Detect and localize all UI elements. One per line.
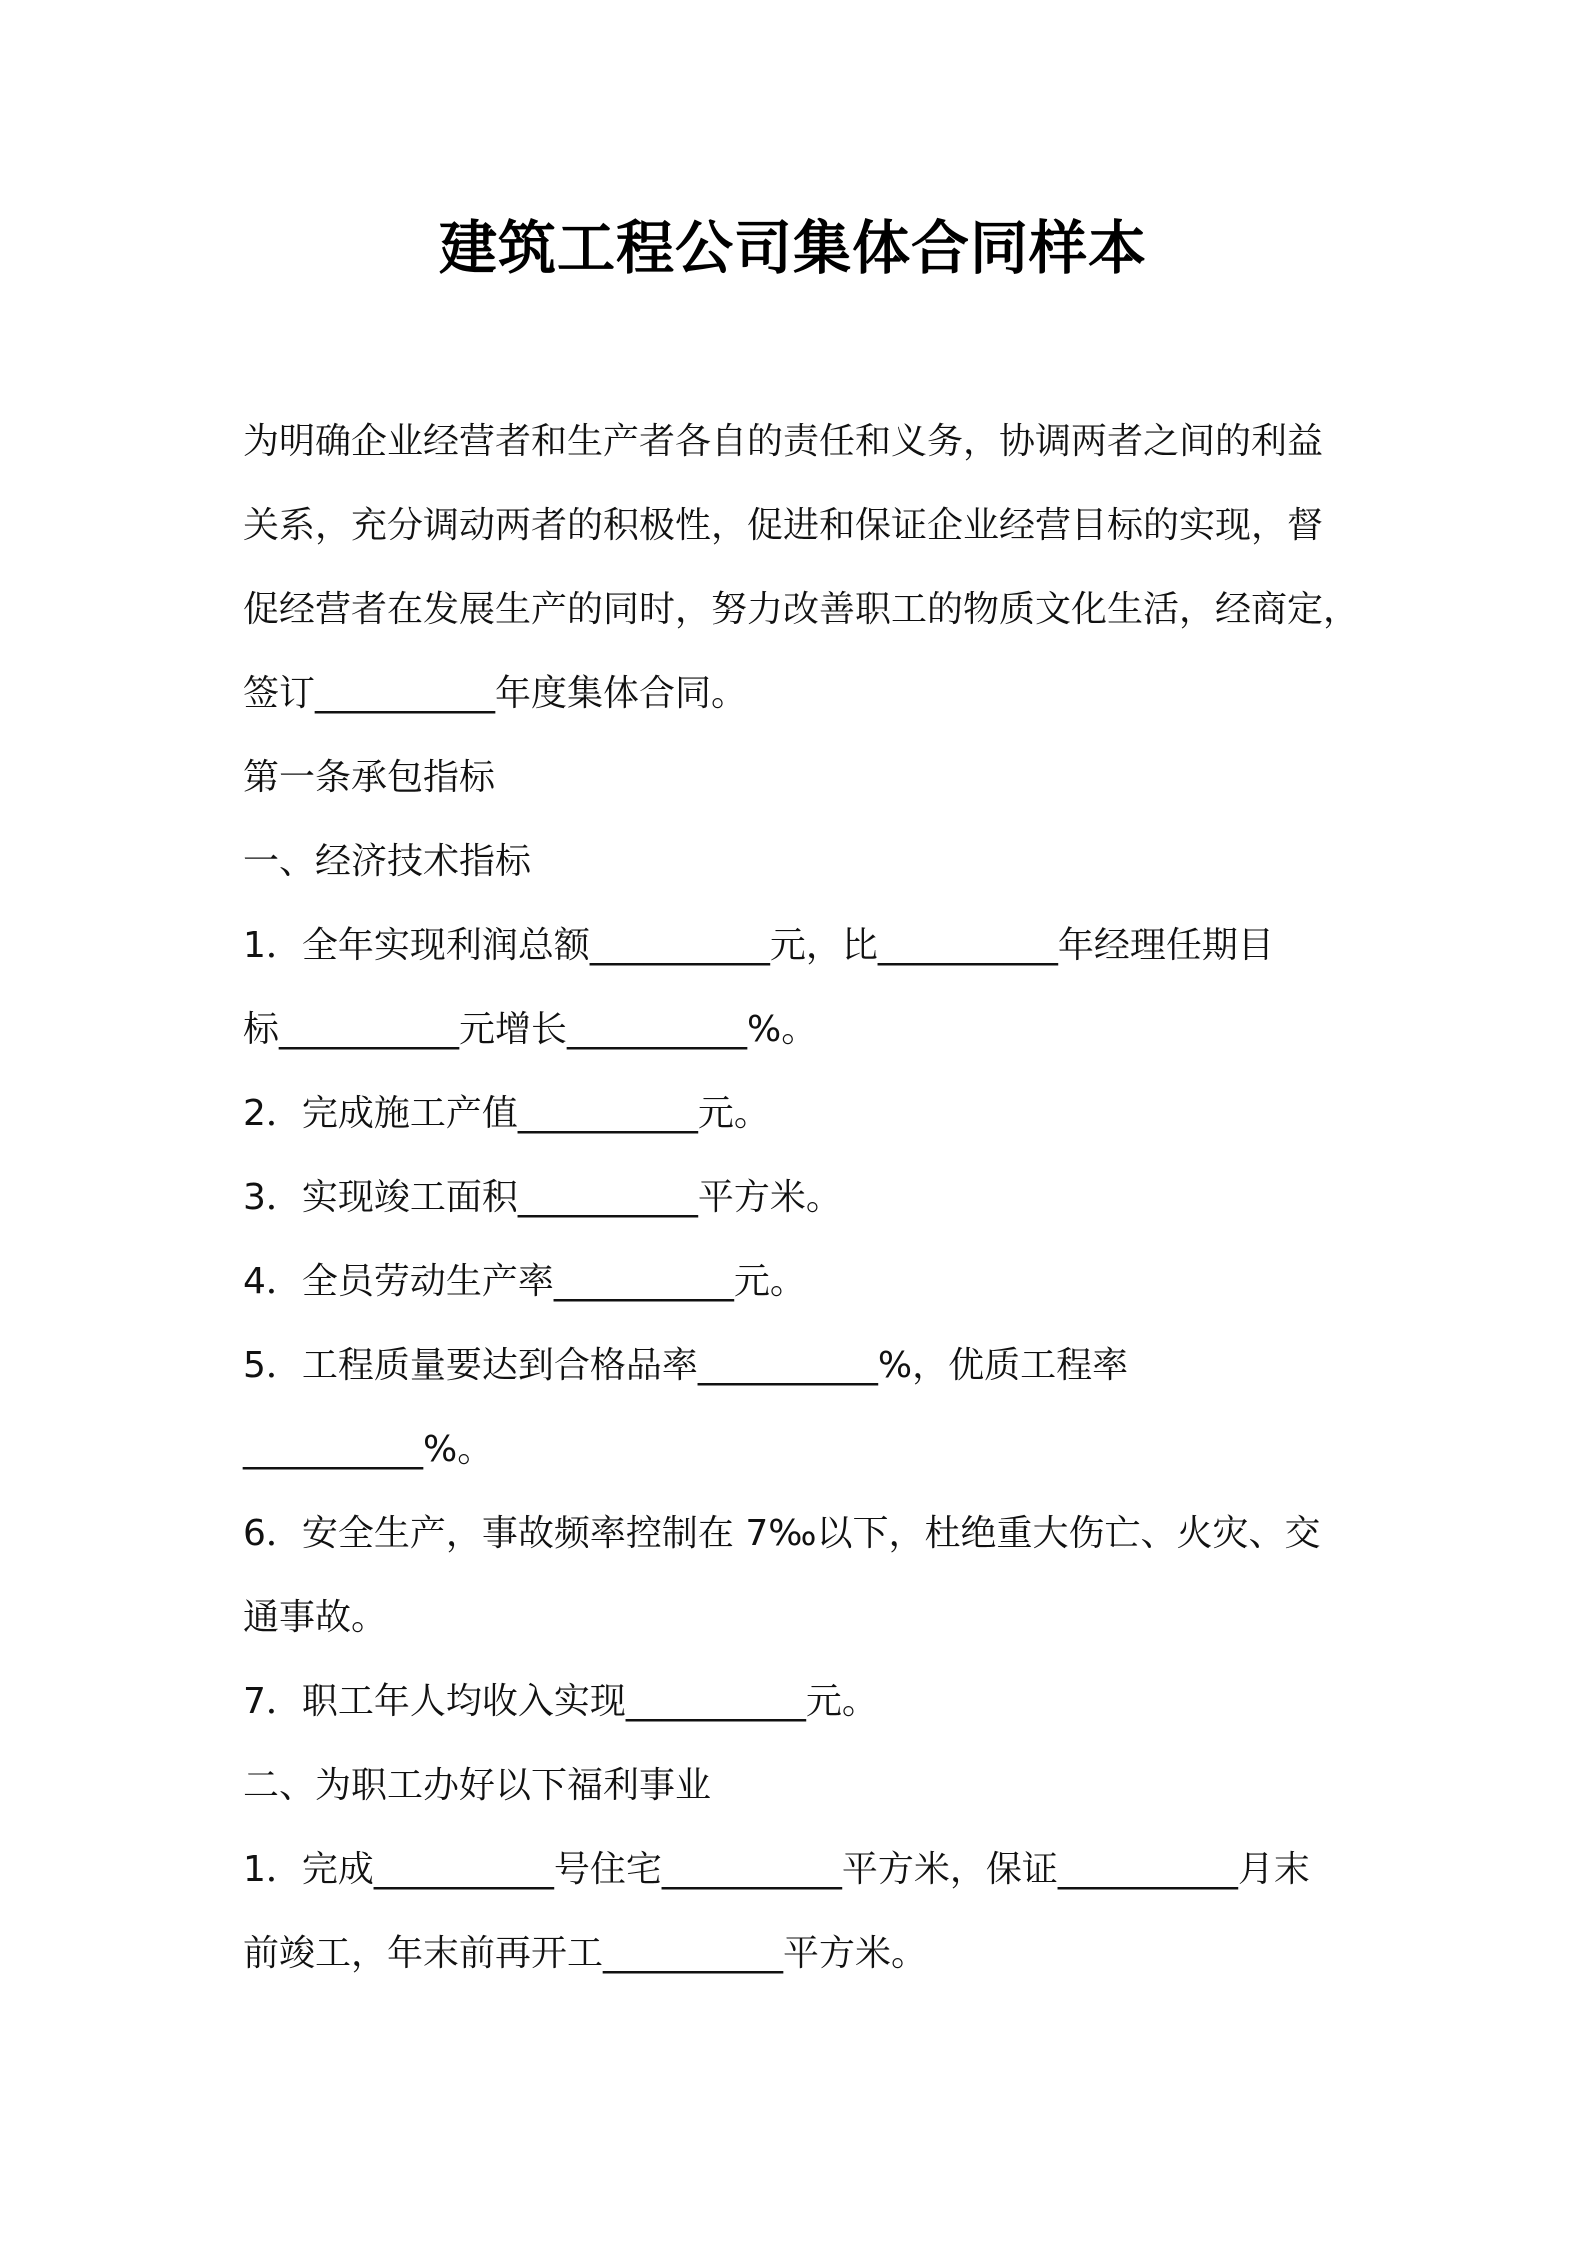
list-item: 3．实现竣工面积__________平方米。	[243, 1177, 842, 1218]
document-title: 建筑工程公司集体合同样本	[438, 214, 1147, 282]
list-item: 4．全员劳动生产率__________元。	[243, 1261, 806, 1302]
list-item-continued: 通事故。	[243, 1597, 388, 1638]
list-item: 1．全年实现利润总额__________元，比__________年经理任期目	[243, 925, 1274, 966]
body-line: 关系，充分调动两者的积极性，促进和保证企业经营目标的实现，督	[243, 505, 1324, 546]
list-item: 5．工程质量要达到合格品率__________%，优质工程率	[243, 1345, 1129, 1386]
document-body	[243, 400, 1363, 1996]
subsection-heading: 二、为职工办好以下福利事业	[243, 1765, 712, 1806]
list-item: 6．安全生产，事故频率控制在 7‰以下，杜绝重大伤亡、火灾、交	[243, 1513, 1321, 1554]
list-item-continued: 前竣工，年末前再开工__________平方米。	[243, 1933, 928, 1974]
list-item-continued: 标__________元增长__________%。	[243, 1009, 818, 1050]
body-line: 为明确企业经营者和生产者各自的责任和义务，协调两者之间的利益	[243, 421, 1324, 462]
list-item: 1．完成__________号住宅__________平方米，保证__________月末	[243, 1849, 1310, 1890]
list-item-continued: __________%。	[243, 1429, 494, 1470]
list-item: 2．完成施工产值__________元。	[243, 1093, 770, 1134]
list-item: 7．职工年人均收入实现__________元。	[243, 1681, 878, 1722]
body-line: 签订__________年度集体合同。	[243, 673, 748, 714]
subsection-heading: 一、经济技术指标	[243, 841, 532, 882]
section-heading: 第一条承包指标	[243, 757, 496, 798]
body-line: 促经营者在发展生产的同时，努力改善职工的物质文化生活，经商定，	[243, 589, 1360, 630]
